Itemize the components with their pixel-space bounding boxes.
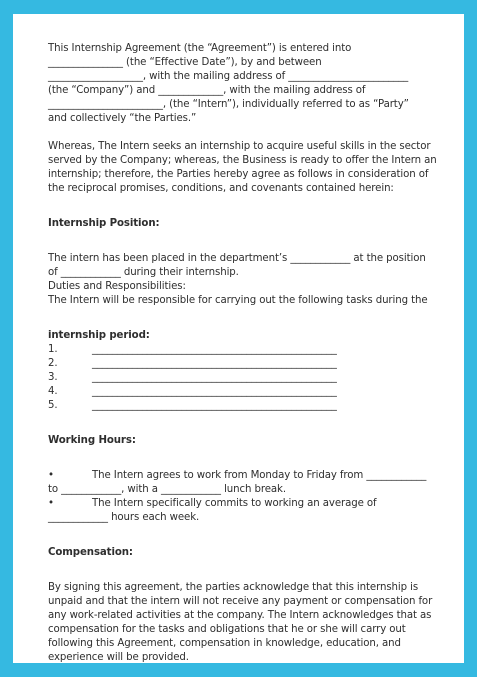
text-line: By signing this agreement, the parties acknowledge that this internship is [48, 582, 419, 593]
text-line: any work-related activities at the company. The Intern acknowledges that as [48, 610, 432, 621]
text-line: of ____________ during their internship. [48, 267, 239, 278]
text-line: experience will be provided. [48, 652, 189, 663]
list-item [48, 399, 434, 413]
text-line: the reciprocal promises, conditions, and covenants contained herein: [48, 183, 394, 194]
list-number: 2. [48, 358, 58, 369]
text-line: This Internship Agreement (the “Agreement”) is entered into [48, 43, 352, 54]
list-item [48, 385, 434, 399]
text-line: The intern has been placed in the department’s ____________ at the position [48, 253, 426, 264]
list-number: 5. [48, 400, 58, 411]
list-number: 3. [48, 372, 58, 383]
compensation-heading: Compensation: [48, 547, 133, 558]
text-line: The Intern will be responsible for carrying out the following tasks during the [48, 295, 428, 306]
working-hours-heading: Working Hours: [48, 435, 136, 446]
internship-position-heading: Internship Position: [48, 218, 160, 229]
list-item [48, 469, 434, 483]
text-line: to ____________, with a ____________ lunch break. [48, 484, 286, 495]
text-line: following this Agreement, compensation in knowledge, education, and [48, 638, 401, 649]
text-line: served by the Company; whereas, the Business is ready to offer the Intern an [48, 155, 437, 166]
text-line: (the “Company”) and _____________, with the mailing address of [48, 85, 366, 96]
list-item [48, 343, 434, 357]
list-item [48, 371, 434, 385]
blank-field: _________________________________________________ [92, 400, 337, 411]
text-line: Duties and Responsibilities: [48, 281, 186, 292]
bullet-icon: • [48, 470, 54, 481]
text-line: _______________________, (the “Intern”), individually referred to as “Party” [48, 99, 409, 110]
whereas-paragraph [48, 140, 437, 196]
list-item [48, 357, 434, 371]
text-line: Whereas, The Intern seeks an internship to acquire useful skills in the sector [48, 141, 431, 152]
compensation-paragraph [48, 581, 434, 665]
text-line: compensation for the tasks and obligations that he or she will carry out [48, 624, 406, 635]
text-line: unpaid and that the intern will not receive any payment or compensation for [48, 596, 433, 607]
blank-field: _________________________________________________ [92, 386, 337, 397]
text-line: and collectively “the Parties.” [48, 113, 197, 124]
working-hours-list [48, 469, 434, 525]
text-line: internship; therefore, the Parties hereby agree as follows in consideration of [48, 169, 429, 180]
text-line: ___________________, with the mailing address of ________________________ [48, 71, 409, 82]
bullet-icon: • [48, 498, 54, 509]
list-number: 4. [48, 386, 58, 397]
blank-field: _________________________________________________ [92, 344, 337, 355]
position-paragraph [48, 252, 434, 308]
blank-field: _________________________________________________ [92, 358, 337, 369]
text-line: The Intern specifically commits to working an average of [92, 498, 377, 509]
document-page [13, 14, 464, 663]
blank-field: _________________________________________________ [92, 372, 337, 383]
text-line: ____________ hours each week. [48, 512, 200, 523]
text-line: The Intern agrees to work from Monday to Friday from ____________ [92, 470, 427, 481]
intro-paragraph [48, 42, 434, 126]
duties-list [48, 343, 434, 413]
internship-period-heading: internship period: [48, 330, 150, 341]
list-number: 1. [48, 344, 58, 355]
list-item [48, 497, 434, 511]
text-line: _______________ (the “Effective Date”), by and between [48, 57, 322, 68]
